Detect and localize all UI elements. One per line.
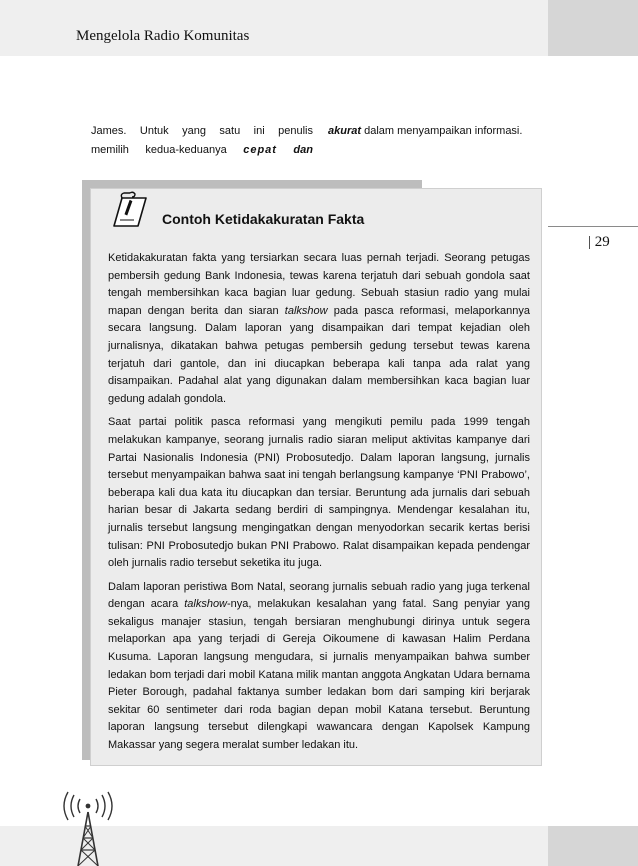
note-pencil-icon: [108, 190, 154, 230]
box-body: [108, 250, 530, 761]
emphasis-akurat: akurat: [328, 125, 362, 137]
box-title: Contoh Ketidakakuratan Fakta: [162, 211, 365, 227]
paragraph-gondola: Ketidakakuratan fakta yang tersiarkan secara luas pernah terjadi. Seorang petugas pembersih gedung Bank Indonesia, tewas karena terjatuh dari sebuah gondola saat tengah membersihkan kaca bagian luar gedung. Sebuah stasiun radio yang mulai mapan dengan berita dan siaran talkshow pada pasca reformasi, melaporkannya secara langsung. Dalam laporan yang disampaikan dari tempat kejadian oleh jurnalisnya, dikatakan bahwa petugas pembersih gedung tersebut tewas karena terjatuh dari gantole, dan ini diucapkan beberapa kali tanpa ada ralat yang disampaikan. Padahal alat yang digunakan dalam membersihkan kaca bagian luar gedung adalah gondola.: [108, 252, 530, 405]
page-number-rule: [548, 226, 638, 227]
paragraph-bom-natal: Dalam laporan peristiwa Bom Natal, seorang jurnalis sebuah radio yang juga terkenal dengan acara talkshow-nya, melakukan kesalahan yang fatal. Sang penyiar yang sekaligus manajer stasiun, tengah bersiaran menghubungi dirinya untuk segera melaporkan apa yang terjadi di Gereja Oikoumene di kawasan Halim Perdana Kusuma. Laporan langsung mengudara, si jurnalis menyampaikan bahwa sumber ledakan bom terjadi dari mobil Katana milik mantan anggota Angkatan Udara bernama Pieter Borough, padahal faktanya sumber ledakan bom dari samping kiri berjarak sekitar 60 sentimeter dari roda bagian depan mobil Katana tersebut. Beruntung laporan langsung tersebut dilengkapi wawancara dengan Kapolsek Kampung Makassar yang segera meralat sumber ledakan itu.: [108, 580, 531, 752]
italic-talkshow: talkshow: [284, 304, 328, 317]
intro-line-1: James. Untuk yang satu ini penulis: [91, 125, 313, 137]
radio-tower-icon: [58, 790, 118, 866]
paragraph-pni: Saat partai politik pasca reformasi yang mengikuti pemilu pada 1999 tengah melakukan kampanye, seorang jurnalis radio siaran meliput aktivitas kampanye dari Partai Nasionalis Indonesia (PNI) Probosutedjo. Dalam laporan langsung, jurnalis tersebut menyampaikan bahwa saat ini tengah berlangsung kampanye ‘PNI Prabowo’, beberapa kali dua kata itu diucapkan dan tersiar. Beruntung ada jurnalis dari sebuah harian besar di Jakarta sedang berdiri di sampingnya. Mendengar kesalahan itu, jurnalis tersebut langsung mengingatkan dengan menyodorkan secarik kertas berisi tulisan: PNI Probosutedjo bukan PNI Prabowo. Ralat disampaikan kepada pendengar oleh jurnalis radio tersebut seketika itu juga.: [108, 416, 530, 570]
italic-talkshow: talkshow: [184, 598, 227, 611]
running-header-title: Mengelola Radio Komunitas: [76, 28, 250, 44]
intro-right-column: akurat dalam menyampaikan informasi.: [328, 125, 523, 137]
intro-line-2: memilih kedua-keduanya cepat dan: [91, 143, 313, 156]
page-number: | 29: [588, 234, 610, 250]
footer-tab: [548, 826, 638, 866]
intro-left-column: [91, 122, 313, 159]
emphasis-cepat: cepat: [243, 143, 277, 156]
header-tab: [548, 0, 638, 56]
box-shadow-side: [82, 180, 90, 760]
